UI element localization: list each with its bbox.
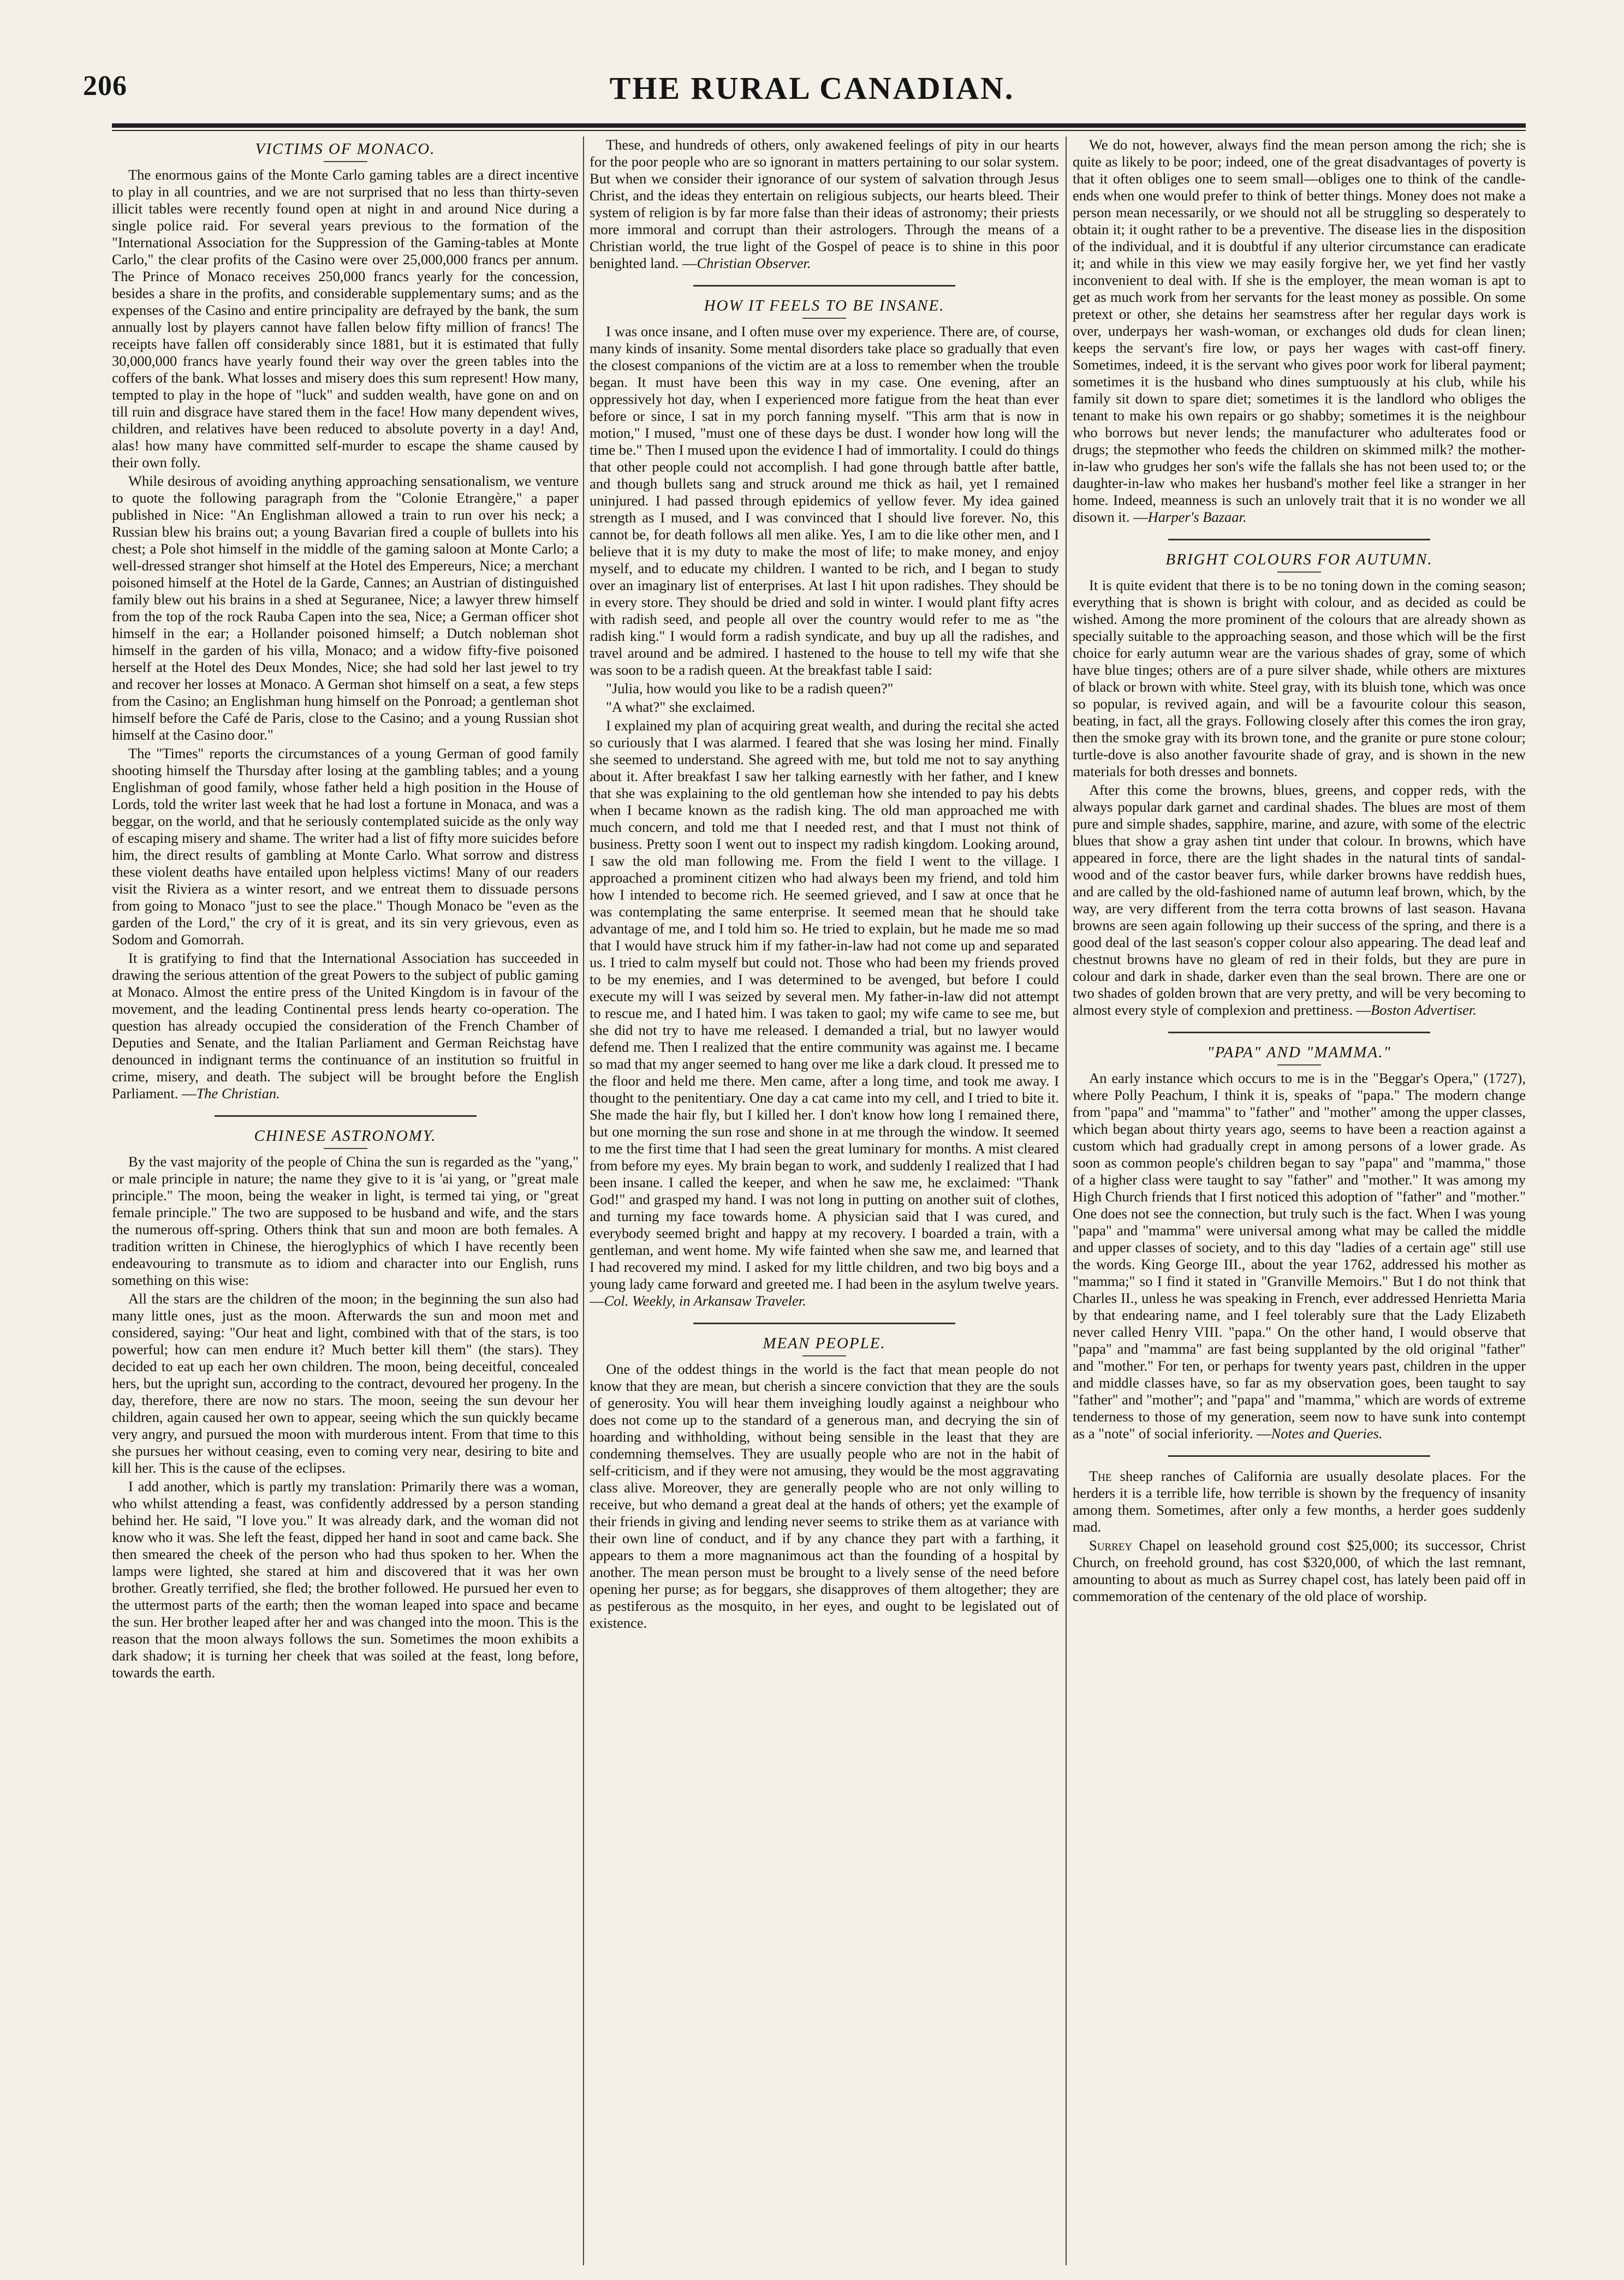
article-source: The Christian. [196,1085,280,1102]
article-title: CHINESE ASTRONOMY. [254,1127,437,1145]
article-separator [1168,1455,1430,1457]
page-number: 206 [83,70,127,102]
column-divider [1066,136,1067,2265]
article-paragraph: We do not, however, always find the mean person among the rich; she is quite as likely to be poor; indeed, one of the great disadvantages of poverty is that it often obliges one to seem small—obliges one to think of the candle-ends when one would prefer to think of better things. Money does not make a person mean necessarily, or we should not all be struggling so desperately to obtain it; it ought rather to be a preventive. The disease lies in the disposition of the individual, and it is doubtful if any ulterior circumstance can eradicate it; and while in this view we may easily forgive her, we yet find her vastly inconvenient to deal with. If she is the employer, the mean woman is apt to get as much work from her servants for the least money as possible. On some pretext or other, she detains her seamstress after her regular days work is over, underpays her wash-woman, or exchanges old duds for clean linen; keeps the servant's fire low, or pays her wages with cast-off finery. Sometimes, indeed, it is the servant who gives poor work for liberal payment; sometimes it is the husband who dines sumptuously at his club, while his family sit down to spare diet; sometimes it is the landlord who obliges the tenant to make his own repairs or go shabby; sometimes it is the neighbour who borrows but never lends; the manufacturer who adulterates food or drugs; the stepmother who feeds the children on skimmed milk? the mother-in-law who grudges her son's wife the fallals she has not been used to; or the daughter-in-law who makes her husband's mother feel like a stranger in her home. Indeed, meanness is such an unlovely trait that it is no wonder we all disown it. —Harper's Bazaar. [1073,136,1526,525]
article-separator [1168,1032,1430,1033]
article-paragraph-text: These, and hundreds of others, only awakened feelings of pity in our hearts for the poor people who are so ignorant in matters pertaining to our solar system. But when we consider their ignorance of our system of salvation through Jesus Christ, and the ideas they entertain on religious subjects, our hearts bleed. Their system of religion is by far more false than their ideas of astronomy; their priests more immoral and corrupt than their astrologers. Through the means of a Christian world, the true light of the Gospel of peace is to shine in this poor benighted land. [590,136,1059,271]
article-paragraph: I was once insane, and I often muse over my experience. There are, of course, many kinds of insanity. Some mental disorders take place so gradually that even the closest companions of the victim are at a loss to remember when the trouble began. It must have been this way in my case. One evening, after an oppressively hot day, when I experienced more fatigue from the heat than ever before or since, I sat in my porch fanning myself. "This arm that is now in motion," I mused, "must one of these days be dust. I wonder how long will the time be." Then I mused upon the evidence I had of immortality. I could do things that other people could not accomplish. I had gone through battle after battle, and though bullets sang and struck around me thick as hail, yet I remained uninjured. I had passed through epidemics of yellow fever. My idea gained strength as I mused, and I was convinced that I should live forever. No, this cannot be, for death follows all men alike. Yes, I am to die like other men, and I believe that it is my duty to make the most of life; to make money, and enjoy myself, and to educate my children. I wanted to be rich, and I began to study over an imaginary list of enterprises. At last I hit upon radishes. They should be in every store. They should be dried and sold in winter. I would plant fifty acres with radish seed, and people all over the country would refer to me as "the radish king." I would form a radish syndicate, and buy up all the radishes, and travel around and be admired. I hastened to the house to tell my wife that she was soon to be a radish queen. At the breakfast table I said: [590,323,1059,678]
column-1 [112,136,579,2260]
title-divider [324,161,367,162]
article-source: Christian Observer. [697,255,811,271]
article-title: MEAN PEOPLE. [763,1335,886,1352]
article-title: "PAPA" AND "MAMMA." [1207,1044,1391,1061]
article-paragraph: The enormous gains of the Monte Carlo gaming tables are a direct incentive to play in all countries, and we are not surprised that no less than thirty-seven illicit tables were recently found open at night in and around Nice during a single police raid. For several years previous to the formation of the "International Association for the Suppression of the Gaming-tables at Monte Carlo," the clear profits of the Casino were over 25,000,000 francs per annum. The Prince of Monaco receives 250,000 francs yearly for the concession, besides a share in the profits, and considerable supplementary sums; and as the expenses of the Casino and entire principality are defrayed by the bank, the sum annually lost by players cannot have fallen below fifty million of francs! The receipts have fallen off considerably since 1881, but it is estimated that fully 30,000,000 francs have yearly found their way over the green tables into the coffers of the bank. What losses and misery does this sum represent! How many, tempted to play in the hope of "luck" and sudden wealth, have gone on and on till ruin and disgrace have stared them in the face! How many dependent wives, children, and relatives have been reduced to absolute poverty in a day! And, alas! how many have committed self-murder to escape the shame caused by their own folly. [112,166,579,471]
title-divider [1277,1064,1321,1065]
title-divider [802,318,846,319]
title-divider [1277,572,1321,573]
column-3 [1073,136,1526,2260]
article-paragraph: One of the oddest things in the world is the fact that mean people do not know that they are mean, but cherish a sincere conviction that they are the souls of generosity. You will hear them inveighing loudly against a neighbour who does not come up to the standard of a generous man, and decrying the sin of hoarding and withholding, without being sensible in the least that they are condemning themselves. They are usually people who are not in the habit of self-criticism, and if they were not amusing, they would be the most aggravating class alive. Moreover, they are generally people who are not only willing to receive, but who demand a great deal at the hands of others; yet the example of their friends in giving and lending never seems to strike them as at variance with their own line of conduct, and if by any chance they part with a farthing, it appears to them a more magnanimous act than the founding of a hospital by another. The mean person must be brought to a lively sense of the need before opening her purse; as for beggars, she disapproves of them altogether; they are as pestiferous as the mosquito, in her eyes, and ought to be legislated out of existence. [590,1361,1059,1631]
article-title: BRIGHT COLOURS FOR AUTUMN. [1165,551,1433,568]
article-paragraph: "A what?" she exclaimed. [606,699,756,715]
article-paragraph: I explained my plan of acquiring great wealth, and during the recital she acted so curiously that I was alarmed. I feared that she was losing her mind. Finally she seemed to understand. She agreed with me, but told me not to say anything about it. After breakfast I saw her talking earnestly with her father, and I knew that she was explaining to the old gentleman how she intended to pay his debts when I became known as the radish king. The old man approached me with much concern, and told me that I needed rest, and that I must not think of business. Pretty soon I went out to inspect my radish kingdom. Looking around, I saw the old man following me. From the field I went to the village. I approached a prominent citizen who had always been my friend, and told him how I intended to become rich. He seemed grieved, and I saw at once that he was contemplating the same enterprise. It seemed mean that he should take advantage of me, and I told him so. He tried to explain, but he made me so mad that I would have struck him if my father-in-law had not come up and separated us. I tried to calm myself but could not. Those who had been my friends proved to be my enemies, and I was determined to be avenged, but before I could execute my will I was seized by several men. My father-in-law did not attempt to rescue me, and I hated him. I was taken to gaol; my wife came to see me, but she did not try to have me released. I demanded a trial, but no lawyer would defend me. Then I realized that the entire community was against me. I became so mad that my anger seemed to hang over me like a dark cloud. It pressed me to the floor and held me there. Men came, after a long time, and took me away. I thought to the penitentiary. One day a cat came into my cell, and I tried to bite it. She made the hair fly, but I killed her. I don't know how long I remained there, but one morning the sun rose and shone in at me through the window. It seemed to me the first time that I had seen the great luminary for months. A mist cleared from before my eyes. My brain began to work, and suddenly I realized that I had been insane. I called the keeper, and when he saw me, he exclaimed: "Thank God!" and grasped my hand. I was not long in putting on another suit of clothes, and turning my face towards home. A physician said that I was cured, and everybody seemed bright and happy at my recovery. I boarded a train, with a gentleman, and went home. My wife fainted when she saw me, and learned that I had recovered my mind. I asked for my little children, and two big boys and a young lady came forward and greeted me. I had been in the asylum twelve years. —Col. Weekly, in Arkansaw Traveler. [590,717,1059,1309]
short-item [1073,1537,1526,1605]
article-paragraph: I add another, which is partly my translation: Primarily there was a woman, who whilst attending a feast, was confidently addressed by a person standing behind her. He said, "I love you." It was already dark, and the woman did not know who it was. She left the feast, dipped her hand in soot and came back. She then smeared the cheek of the person who had thus spoken to her. When the lamps were lighted, she stared at him and discovered that it was her own brother. Greatly terrified, she fled; the brother followed. He pursued her even to the uttermost parts of the earth; then the woman leaped into space and became the sun. Her brother leaped after her and was changed into the moon. This is the reason that the moon always follows the sun. Sometimes the moon exhibits a dark shadow; it is turning her cheek that was soiled at the feast, long before, towards the earth. [112,1478,579,1681]
short-item-text: Chapel on leasehold ground cost $25,000; its successor, Christ Church, on freehold ground, has cost $320,000, of which the last remnant, amounting to about as much as Surrey chapel cost, has lately been paid off in commemoration of the centenary of the old place of worship. [1073,1537,1526,1604]
article-title: VICTIMS OF MONACO. [255,140,436,158]
article-paragraph-text: After this come the browns, blues, greens, and copper reds, with the always popular dark garnet and cardinal shades. The blues are most of them pure and simple shades, sapphire, marine, and azure, with some of the electric blues that show a gray ashen tint under that colour. In browns, which have appeared in force, there are the light shades in the natural tints of sandal-wood and of the castor beaver furs, while darker browns have reddish hues, and are called by the old-fashioned name of autumn leaf brown, which, by the way, are very different from the terra cotta browns of last season. Havana browns are seen again following up their success of the spring, and there is a good deal of the last season's copper colour also appearing. The dead leaf and chestnut browns have no gleam of red in their folds, but they are pure in colour and dark in shade, darker even than the seal brown. There are one or two shades of golden brown that are very pretty, and will be very becoming to almost every style of complexion and prettiness. [1073,782,1526,1018]
article-separator [693,1323,955,1324]
article-paragraph: It is quite evident that there is to be no toning down in the coming season; everything that is shown is bright with colour, and as decided as could be wished. Among the more prominent of the colours that are already shown as specially suitable to the approaching season, and those which will be the first choice for early autumn wear are the various shades of gray, some of which have blue tinges; others are of a pure silver shade, while others are mixtures of black or brown with white. Steel gray, with its bluish tone, which was once so popular, is revived again, and will be a favourite colour this season, beating, in fact, all the grays. Following closely after this comes the iron gray, then the smoke gray with its brown tone, and the granite or pure stone colour; turtle-dove is also another favourite shade of gray, and is shown in the new materials for both dresses and bonnets. [1073,577,1526,779]
article-separator [215,1115,477,1117]
column-divider [583,136,584,2265]
article-paragraph: The "Times" reports the circumstances of a young German of good family shooting himself the Thursday after losing at the gambling tables; and a young Englishman of good family, whose father held a high position in the House of Lords, told the writer last week that he had lost a fortune in Monaca, and was a beggar, on the world, and that he seriously contemplated suicide as the only way of escaping misery and shame. The writer had a list of fifty more suicides before him, the direct results of gambling at Monte Carlo. What sorrow and distress these violent deaths have entailed upon helpless victims! Many of our readers visit the Riviera as a winter resort, and we entreat them to dissuade persons from going to Monaco "just to see the place." Though Monaco be "even as the garden of the Lord," the cry of it is great, and its sin very grievous, even as Sodom and Gomorrah. [112,745,579,948]
short-item-text: sheep ranches of California are usually desolate places. For the herders it is a terrible life, how terrible is shown by the frequency of insanity among them. Sometimes, after only a few months, a herder goes suddenly mad. [1073,1468,1526,1535]
article-paragraph: "Julia, how would you like to be a radish queen?" [606,680,894,696]
title-divider [324,1148,367,1149]
masthead-rule [112,123,1526,128]
article-separator [1168,539,1430,540]
article-paragraph-text: We do not, however, always find the mean person among the rich; she is quite as likely to be poor; indeed, one of the great disadvantages of poverty is that it often obliges one to seem small—obliges one to think of the candle-ends when one would prefer to think of better things. Money does not make a person mean necessarily, or we should not all be struggling so desperately to obtain it; it ought rather to be a preventive. The disease lies in the disposition of the individual, and it is doubtful if any ulterior circumstance can eradicate it; and while in this view we may easily forgive her, we yet find her vastly inconvenient to deal with. If she is the employer, the mean woman is apt to get as much work from her servants for the least money as possible. On some pretext or other, she detains her seamstress after her regular days work is over, underpays her wash-woman, or exchanges old duds for clean linen; keeps the servant's fire low, or pays her wages with cast-off finery. Sometimes, indeed, it is the servant who gives poor work for liberal payment; sometimes it is the husband who dines sumptuously at his club, while his family sit down to spare diet; sometimes it is the landlord who obliges the tenant to make his own repairs or go shabby; sometimes it is the neighbour who borrows but never lends; the manufacturer who adulterates food or drugs; the stepmother who feeds the children on skimmed milk? the mother-in-law who grudges her son's wife the fallals she has not been used to; or the daughter-in-law who makes her husband's mother feel like a stranger in her home. Indeed, meanness is such an unlovely trait that it is no wonder we all disown it. [1073,136,1526,525]
article-source: Col. Weekly, in Arkansaw Traveler. [604,1293,806,1309]
article-paragraph: These, and hundreds of others, only awakened feelings of pity in our hearts for the poor people who are so ignorant in matters pertaining to our solar system. But when we consider their ignorance of our system of salvation through Jesus Christ, and the ideas they entertain on religious subjects, our hearts bleed. Their system of religion is by far more false than their ideas of astronomy; their priests more immoral and corrupt than their astrologers. Through the means of a Christian world, the true light of the Gospel of peace is to shine in this poor benighted land. —Christian Observer. [590,136,1059,271]
article-paragraph-text: An early instance which occurs to me is in the "Beggar's Opera," (1727), where Polly Peachum, I think it is, speaks of "papa." The modern change from "papa" and "mamma" to "father" and "mother" among the upper classes, which began about thirty years ago, seems to have been a reaction against a custom which had gradually crept in among persons of a lower grade. As soon as common people's children began to say "papa" and "mamma," those of a higher class were taught to say "father" and "mother." It was among my High Church friends that I first noticed this adoption of "father" and "mother." One does not see the connection, but truly such is the fact. When I was young "papa" and "mamma" were universal among what may be called the middle and upper classes of society, and to this day "ladies of a certain age" still use the words. King George III., about the year 1762, addressed his mother as "mamma;" so I find it stated in "Granville Memoirs." But I do not think that Charles II., unless he was speaking in French, ever addressed Henrietta Maria by that endearing name, and I feel tolerably sure that the Lady Elizabeth never called Henry VIII. "papa." On the other hand, I would observe that "papa" and "mamma" are fast being supplanted by the old original "father" and "mother." For ten, or perhaps for twenty years past, children in the upper and middle classes have, so far as my observation goes, been taught to say "father" and "mother"; and "papa" and "mamma," which are words of extreme tenderness to those of my generation, seem now to have sunk into contempt as a "note" of social inferiority. [1073,1070,1526,1442]
article-source: Boston Advertiser. [1371,1002,1477,1018]
short-item-lead: Surrey [1089,1537,1133,1553]
short-item [1073,1468,1526,1535]
masthead-rule-thin [112,130,1526,131]
page-header [0,70,1624,119]
article-paragraph: By the vast majority of the people of China the sun is regarded as the "yang," or male principle in nature; the name they give to it is 'ai yang, or "great male principle." The moon, being the weaker in light, is termed tai ying, or "great female principle." The two are supposed to be husband and wife, and the stars the numerous off-spring. Others think that sun and moon are both females. A tradition written in Chinese, the hieroglyphics of which I have recently been endeavouring to transmute as to idiom and character into our English, runs something on this wise: [112,1153,579,1288]
article-paragraph: All the stars are the children of the moon; in the beginning the sun also had many little ones, just as the moon. Afterwards the sun and moon met and considered, saying: "Our heat and light, combined with that of the stars, is too powerful; how can men endure it? Much better kill them" (the stars). They decided to eat up each her own children. The moon, being deceitful, concealed hers, but the upright sun, according to the contract, devoured her progeny. In the day, therefore, there are now no stars. The moon, seeing the sun devour her children, again caused her own to appear, seeing which the sun quickly became very angry, and pursued the moon with murderous intent. From that time to this she pursues her without ceasing, even to coming very near, desiring to bite and kill her. This is the cause of the eclipses. [112,1290,579,1476]
article-paragraph: An early instance which occurs to me is in the "Beggar's Opera," (1727), where Polly Peachum, I think it is, speaks of "papa." The modern change from "papa" and "mamma" to "father" and "mother" among the upper classes, which began about thirty years ago, seems to have been a reaction against a custom which had gradually crept in among persons of a lower grade. As soon as common people's children began to say "papa" and "mamma," those of a higher class were taught to say "father" and "mother." It was among my High Church friends that I first noticed this adoption of "father" and "mother." One does not see the connection, but truly such is the fact. When I was young "papa" and "mamma" were universal among what may be called the middle and upper classes of society, and to this day "ladies of a certain age" still use the words. King George III., about the year 1762, addressed his mother as "mamma;" so I find it stated in "Granville Memoirs." But I do not think that Charles II., unless he was speaking in French, ever addressed Henrietta Maria by that endearing name, and I feel tolerably sure that the Lady Elizabeth never called Henry VIII. "papa." On the other hand, I would observe that "papa" and "mamma" are fast being supplanted by the old original "father" and "mother." For ten, or perhaps for twenty years past, children in the upper and middle classes have, so far as my observation goes, been taught to say "father" and "mother"; and "papa" and "mamma," which are words of extreme tenderness to those of my generation, seem now to have sunk into contempt as a "note" of social inferiority. —Notes and Queries. [1073,1070,1526,1442]
title-divider [802,1355,846,1356]
article-separator [693,285,955,287]
article-paragraph: It is gratifying to find that the International Association has succeeded in drawing the serious attention of the great Powers to the subject of public gaming at Monaco. Almost the entire press of the United Kingdom is in favour of the movement, and the leading Continental press lends hearty co-operation. The question has already occupied the consideration of the French Chamber of Deputies and Senate, and the Italian Parliament and German Reichstag have denounced in indignant terms the continuance of an institution so fruitful in crime, misery, and death. The subject will be brought before the English Parliament. —The Christian. [112,950,579,1102]
article-paragraph-text: I explained my plan of acquiring great wealth, and during the recital she acted so curiously that I was alarmed. I feared that she was losing her mind. Finally she seemed to understand. She agreed with me, but told me not to say anything about it. After breakfast I saw her talking earnestly with her father, and I knew that she was explaining to the old gentleman how she intended to pay his debts when I became known as the radish king. The old man approached me with much concern, and told me that I needed rest, and that I must not think of business. Pretty soon I went out to inspect my radish kingdom. Looking around, I saw the old man following me. From the field I went to the village. I approached a prominent citizen who had always been my friend, and told him how I intended to become rich. He seemed grieved, and I saw at once that he was contemplating the same enterprise. It seemed mean that he should take advantage of me, and I told him so. He tried to explain, but he made me so mad that I would have struck him if my father-in-law had not come up and separated us. I tried to calm myself but could not. Those who had been my friends proved to be my enemies, and I was determined to be avenged, but before I could execute my will I was seized by several men. My father-in-law did not attempt to rescue me, and I hated him. I was taken to gaol; my wife came to see me, but she did not try to have me released. I demanded a trial, but no lawyer would defend me. Then I realized that the entire community was against me. I became so mad that my anger seemed to hang over me like a dark cloud. It pressed me to the floor and held me there. Men came, after a long time, and took me away. I thought to the penitentiary. One day a cat came into my cell, and I tried to bite it. She made the hair fly, but I killed her. I don't know how long I remained there, but one morning the sun rose and shone in at me through the window. It seemed to me the first time that I had seen the great luminary for months. A mist cleared from before my eyes. My brain began to work, and suddenly I realized that I had been insane. I called the keeper, and when he saw me, he exclaimed: "Thank God!" and grasped my hand. I was not long in putting on another suit of clothes, and turning my face towards home. A physician said that I was cured, and everybody seemed bright and happy at my recovery. I boarded a train, with a gentleman, and went home. My wife fainted when she saw me, and learned that I had recovered my mind. I asked for my little children, and two big boys and a young lady came forward and greeted me. I had been in the asylum twelve years. [590,717,1059,1292]
masthead-title: THE RURAL CANADIAN. [609,70,1015,106]
article-source: Harper's Bazaar. [1147,509,1247,525]
column-2 [590,136,1059,2260]
short-item-lead: The [1089,1468,1112,1484]
article-paragraph-text: It is gratifying to find that the International Association has succeeded in drawing the serious attention of the great Powers to the subject of public gaming at Monaco. Almost the entire press of the United Kingdom is in favour of the movement, and the leading Continental press lends hearty co-operation. The question has already occupied the consideration of the French Chamber of Deputies and Senate, and the Italian Parliament and German Reichstag have denounced in indignant terms the continuance of an institution so fruitful in crime, misery, and death. The subject will be brought before the English Parliament. [112,950,579,1102]
article-paragraph: After this come the browns, blues, greens, and copper reds, with the always popular dark garnet and cardinal shades. The blues are most of them pure and simple shades, sapphire, marine, and azure, with some of the electric blues that show a gray ashen tint under that colour. In browns, which have appeared in force, there are the light shades in the natural tints of sandal-wood and of the castor beaver furs, while darker browns have reddish hues, and are called by the old-fashioned name of autumn leaf brown, which, by the way, are very different from the terra cotta browns of last season. Havana browns are seen again following up their success of the spring, and there is a good deal of the last season's copper colour also appearing. The dead leaf and chestnut browns have no gleam of red in their folds, but they are pure in colour and dark in shade, darker even than the seal brown. There are one or two shades of golden brown that are very pretty, and will be very becoming to almost every style of complexion and prettiness. —Boston Advertiser. [1073,782,1526,1018]
article-source: Notes and Queries. [1271,1425,1383,1442]
article-paragraph: While desirous of avoiding anything approaching sensationalism, we venture to quote the following paragraph from the "Colonie Etrangère," a paper published in Nice: "An Englishman allowed a train to run over his neck; a Russian blew his brains out; a young Bavarian fired a couple of bullets into his chest; a Pole shot himself in the middle of the gaming saloon at Monte Carlo; a well-dressed stranger shot himself at the Hotel des Empereurs, Nice; a merchant poisoned himself at the Hotel de la Garde, Cannes; an Austrian of distinguished family blew out his brains in a shed at Seguranee, Nice; a lawyer threw himself from the top of the rock Rauba Capen into the sea, Nice; a German officer shot himself in the ear; a Hollander poisoned himself; a Dutch nobleman shot himself in the garden of his villa, Monaco; and a widow fifty-five poisoned herself at the Hotel des Deux Mondes, Nice; she had sold her last jewel to try and recover her losses at Monaco. A German shot himself on a seat, a few steps from the Casino; an Englishman hung himself on the Ponroad; a gentleman shot himself before the Café de Paris, close to the Casino; and a young Russian shot himself at the Casino door." [112,473,579,743]
article-title: HOW IT FEELS TO BE INSANE. [704,297,945,314]
